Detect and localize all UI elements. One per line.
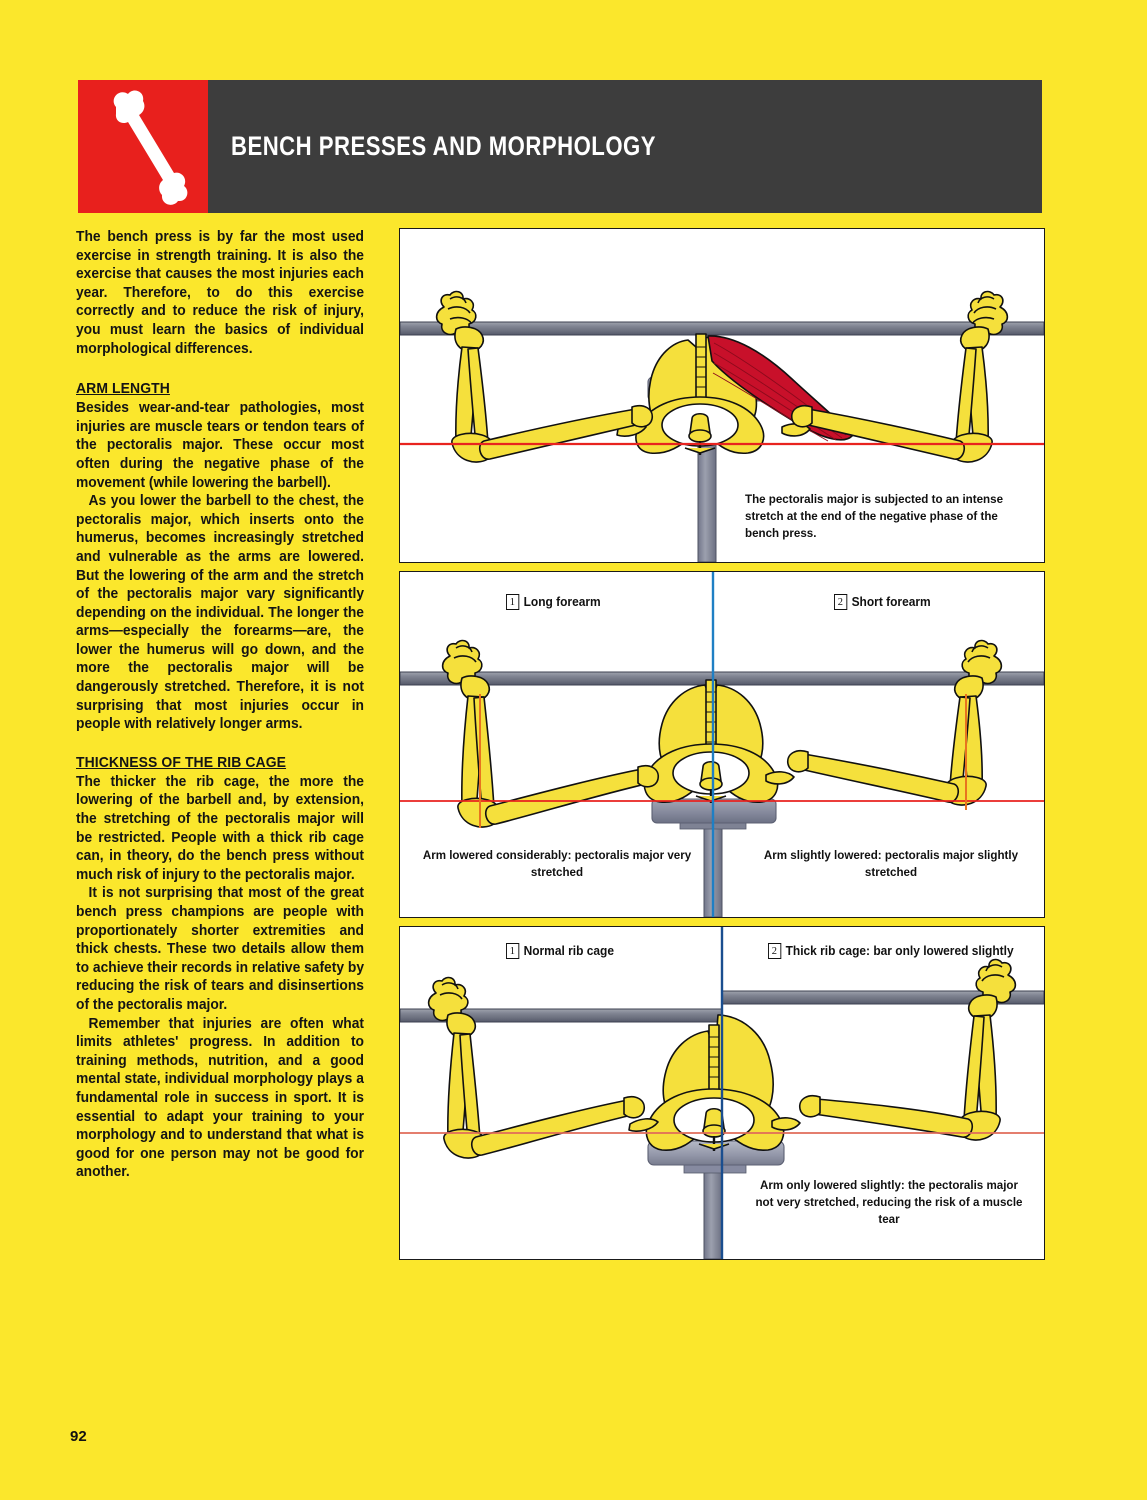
- arm-length-paragraph-2: As you lower the barbell to the chest, the pectoralis major, which inserts onto the humerus, becomes increasingly stretched and vulnerable as the arms are lowered. But the lowering of the arm and the stretch of the pectoralis major vary significantly depending on the individual. The longer the arms—especially the forearms—are, the lower the humerus will go down, and the more the pectoralis major will be dangerously stretched. Therefore, it is not surprising that most injuries occur in people with relatively longer arms.: [76, 493, 365, 733]
- section-heading-rib-cage: THICKNESS OF THE RIB CAGE: [76, 753, 287, 771]
- panel2-label-1-number: 1: [506, 594, 519, 610]
- arm-length-paragraph-1: Besides wear-and-tear pathologies, most injuries are muscle tears or tendon tears of the pectoralis major. These occur most often during the negative phase of the movement (while lowering the barbell).: [76, 400, 364, 491]
- right-arm-thick-ribcage: [800, 960, 1016, 1141]
- panel1-caption: The pectoralis major is subjected to an intense stretch at the end of the negative phase of the bench press.: [745, 492, 1004, 540]
- rib-cage: [629, 1015, 800, 1151]
- bone-icon: [78, 80, 208, 213]
- article-text-column: [76, 228, 376, 1182]
- barbell: [400, 322, 1044, 335]
- section-heading-arm-length: ARM LENGTH: [76, 380, 170, 398]
- panel3-label-2: [768, 943, 1014, 959]
- header-badge: [78, 80, 208, 213]
- header-bar: [208, 80, 1042, 213]
- panel3-label-1-text: Normal rib cage: [523, 944, 615, 958]
- page-number: 92: [70, 1428, 87, 1445]
- panel3-label-1: [506, 943, 614, 959]
- panel2-caption-right: Arm slightly lowered: pectoralis major slightly stretched: [763, 848, 1019, 879]
- rib-cage-paragraph-1: The thicker the rib cage, the more the lowering of the barbell and, by extension, the stretching of the pectoralis major will be restricted. People with a thick rib cage can, in theory, do the bench press without much risk of injury to the pectoralis major.: [76, 773, 364, 883]
- spacer: [76, 358, 376, 380]
- spacer: [76, 734, 376, 754]
- panel2-label-1-text: Long forearm: [523, 595, 601, 609]
- left-arm-normal-ribcage: [429, 978, 645, 1159]
- figure-panel-pectoralis-stretch: [399, 228, 1045, 563]
- bench-post: [704, 1170, 722, 1259]
- rib-cage-paragraph-2: It is not surprising that most of the great bench press champions are people with proportionately shorter extremities and thick chests. These two details allow them to achieve their records in relative safety by reducing the risk of tears and disinsertions of the pectoralis major.: [76, 885, 365, 1013]
- rib-cage: [617, 334, 852, 455]
- panel2-label-2: [834, 594, 931, 610]
- left-arm-long-forearm: [443, 641, 659, 828]
- page-header: [78, 80, 1042, 213]
- intro-paragraph: The bench press is by far the most used exercise in strength training. It is also the exercise that causes the most injuries each year. Therefore, to do this exercise correctly and to reduce the risk of injury, you must learn the basics of individual morphological differences.: [76, 229, 364, 357]
- panel2-caption-left: Arm lowered considerably: pectoralis major very stretched: [422, 848, 692, 879]
- page-title: BENCH PRESSES AND MORPHOLOGY: [230, 131, 657, 161]
- figure-panel-rib-cage-thickness: [399, 926, 1045, 1260]
- panel2-label-1: [506, 594, 601, 610]
- rib-cage-paragraph-3: Remember that injuries are often what limits athletes' progress. In addition to training methods, nutrition, and a good mental state, individual morphology plays a fundamental role in success in sport. It is essential to adapt your training to your morphology and to understand that what is good for one person may not be good for another.: [76, 1015, 365, 1181]
- barbell: [400, 672, 1044, 685]
- panel3-caption: Arm only lowered slightly: the pectoralis major not very stretched, reducing the risk of a muscle tear: [755, 1178, 1023, 1226]
- panel3-label-1-number: 1: [506, 943, 519, 959]
- figure-panel-forearm-length: [399, 571, 1045, 918]
- panel2-label-2-number: 2: [834, 594, 847, 610]
- panel3-label-2-number: 2: [768, 943, 781, 959]
- right-arm-short-forearm: [788, 641, 1002, 806]
- panel2-label-2-text: Short forearm: [851, 595, 931, 609]
- panel3-label-2-text: Thick rib cage: bar only lowered slightly: [785, 944, 1014, 958]
